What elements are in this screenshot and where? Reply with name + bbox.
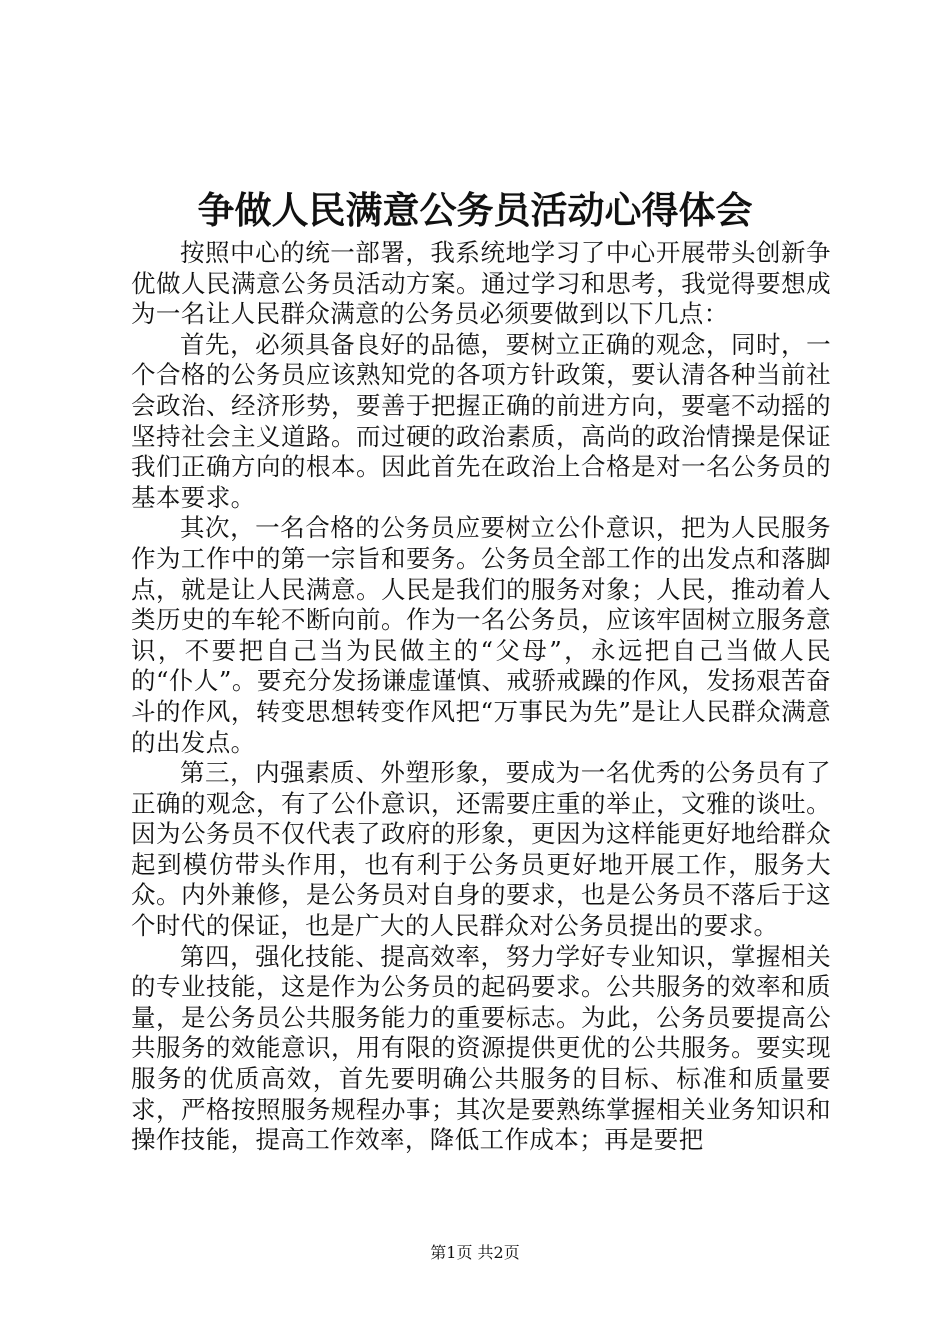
paragraph-third-point: 第三，内强素质、外塑形象，要成为一名优秀的公务员有了正确的观念，有了公仆意识，还需要庄重的举止，文雅的谈吐。因为公务员不仅代表了政府的形象，更因为这样能更好地给群众起到模仿带头作用，也有利于公务员更好地开展工作，服务大众。内外兼修，是公务员对自身的要求，也是公务员不落后于这个时代的保证，也是广大的人民群众对公务员提出的要求。 bbox=[131, 758, 831, 941]
paragraph-first-point: 首先，必须具备良好的品德，要树立正确的观念，同时，一个合格的公务员应该熟知党的各项方针政策，要认清各种当前社会政治、经济形势，要善于把握正确的前进方向，要毫不动摇的坚持社会主义道路。而过硬的政治素质，高尚的政治情操是保证我们正确方向的根本。因此首先在政治上合格是对一名公务员的基本要求。 bbox=[131, 329, 831, 512]
paragraph-fourth-point: 第四，强化技能、提高效率，努力学好专业知识，掌握相关的专业技能，这是作为公务员的起码要求。公共服务的效率和质量，是公务员公共服务能力的重要标志。为此，公务员要提高公共服务的效能意识，用有限的资源提供更优的公共服务。要实现服务的优质高效，首先要明确公共服务的目标、标准和质量要求，严格按照服务规程办事；其次是要熟练掌握相关业务知识和操作技能，提高工作效率，降低工作成本；再是要把 bbox=[131, 941, 831, 1155]
document-body bbox=[131, 238, 831, 1156]
page-number-footer: 第1页 共2页 bbox=[430, 1243, 520, 1262]
paragraph-intro: 按照中心的统一部署，我系统地学习了中心开展带头创新争优做人民满意公务员活动方案。通过学习和思考，我觉得要想成为一名让人民群众满意的公务员必须要做到以下几点： bbox=[131, 238, 831, 329]
paragraph-second-point: 其次，一名合格的公务员应要树立公仆意识，把为人民服务作为工作中的第一宗旨和要务。公务员全部工作的出发点和落脚点，就是让人民满意。人民是我们的服务对象；人民，推动着人类历史的车轮不断向前。作为一名公务员，应该牢固树立服务意识，不要把自己当为民做主的“父母”，永远把自己当做人民的“仆人”。要充分发扬谦虚谨慎、戒骄戒躁的作风，发扬艰苦奋斗的作风，转变思想转变作风把“万事民为先”是让人民群众满意的出发点。 bbox=[131, 513, 831, 757]
document-title: 争做人民满意公务员活动心得体会 bbox=[197, 188, 753, 232]
